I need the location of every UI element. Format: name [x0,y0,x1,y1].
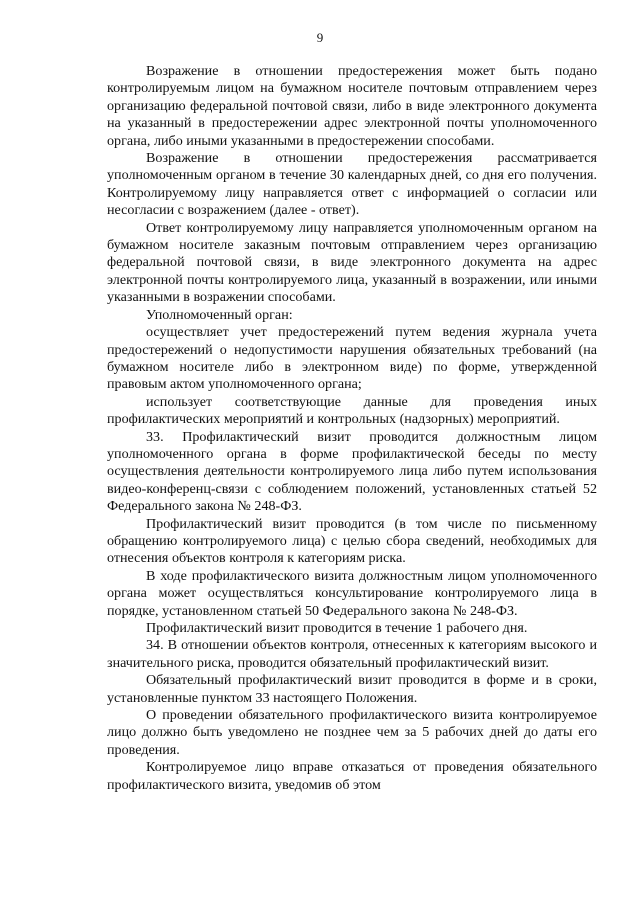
paragraph-objection-review: Возражение в отношении предостережения рассматривается уполномоченным органом в течение 30 календарных дней, со дня его получения. Контролируемому лицу направляется ответ с информацией о согласии или несогласии с возражением (далее - ответ). [107,150,597,219]
document-body [107,63,597,794]
page-number: 9 [316,30,324,45]
paragraph-item-33: 33. Профилактический визит проводится должностным лицом уполномоченного органа в форме профилактической беседы по месту осуществления деятельности контролируемого лица либо путем использования видео-конференц-связи с соблюдением положений, установленных статьей 52 Федерального закона № 248-ФЗ. [107,428,597,515]
paragraph-objection-filing: Возражение в отношении предостережения может быть подано контролируемым лицом на бумажном носителе почтовым отправлением через организацию федеральной почтовой связи, либо в виде электронного документа на указанный в предостережении адрес электронной почты уполномоченного органа, либо иными указанными в предостережении способами. [107,63,597,149]
paragraph-warning-registry: осуществляет учет предостережений путем ведения журнала учета предостережений о недопустимости нарушения обязательных требований (на бумажном носителе либо в электронном виде) по форме, утвержденной правовым актом уполномоченного органа; [107,324,597,393]
paragraph-answer-delivery: Ответ контролируемому лицу направляется уполномоченным органом на бумажном носителе заказным почтовым отправлением через организацию федеральной почтовой связи, в виде электронного документа на адрес электронной почты контролируемого лица, указанный в возражении, или иными указанными в возражении способами. [107,219,597,306]
paragraph-visit-consulting: В ходе профилактического визита должностным лицом уполномоченного органа может осуществляться консультирование контролируемого лица в порядке, установленном статьей 50 Федерального закона № 248-ФЗ. [107,567,597,619]
paragraph-visit-notice: О проведении обязательного профилактического визита контролируемое лицо должно быть уведомлено не позднее чем за 5 рабочих дней до даты его проведения. [107,707,597,758]
paragraph-visit-duration: Профилактический визит проводится в течение 1 рабочего дня. [146,620,528,636]
paragraph-item-34: 34. В отношении объектов контроля, отнесенных к категориям высокого и значительного риска, проводится обязательный профилактический визит. [107,637,597,671]
paragraph-authorized-body: Уполномоченный орган: [146,306,293,323]
paragraph-data-usage: использует соответствующие данные для проведения иных профилактических мероприятий и контрольных (надзорных) мероприятий. [107,393,597,428]
paragraph-visit-refusal: Контролируемое лицо вправе отказаться от проведения обязательного профилактического визита, уведомив об этом [107,759,597,793]
paragraph-visit-purpose: Профилактический визит проводится (в том числе по письменному обращению контролируемого лица) с целью сбора сведений, необходимых для отнесения объектов контроля к категориям риска. [107,515,597,567]
paragraph-mandatory-visit-form: Обязательный профилактический визит проводится в форме и в сроки, установленные пунктом 33 настоящего Положения. [107,672,597,706]
